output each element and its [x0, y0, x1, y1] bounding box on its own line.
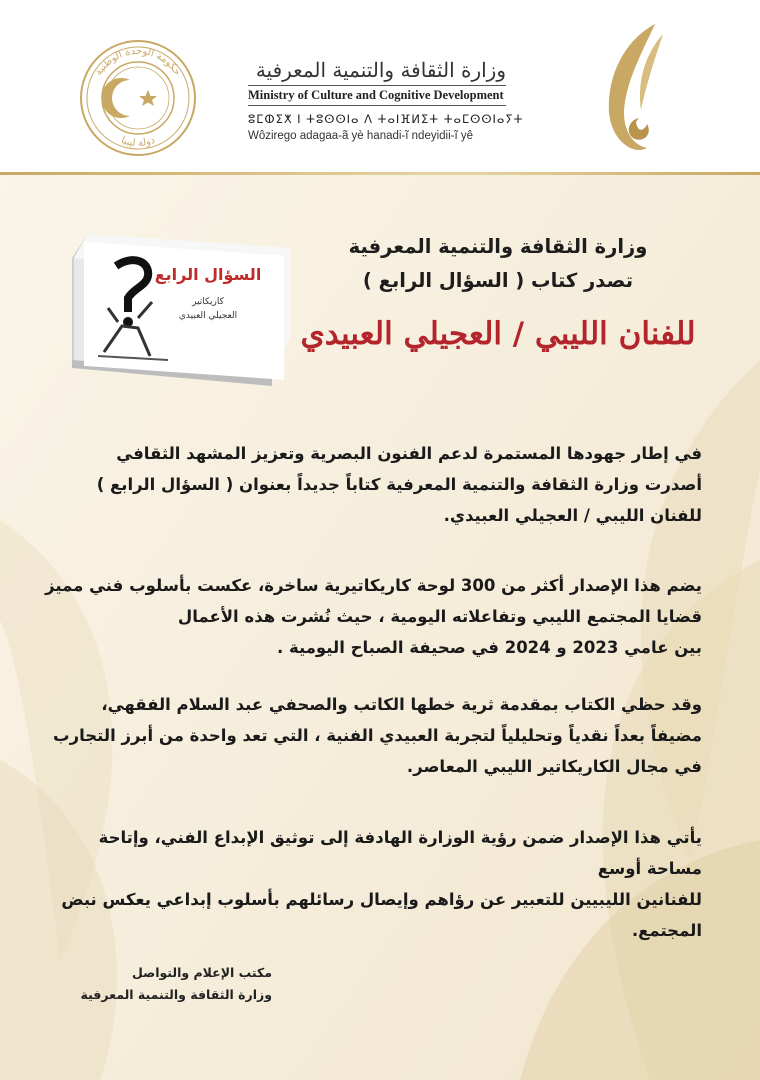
seal-text-bottom: دولة ليبيا	[119, 134, 157, 150]
paragraph-3	[40, 689, 702, 782]
ministry-name-zaghawa: Wôzirego adagaa-ã yè hanadi-ĩ ndeyidii-ĩ yê	[248, 130, 474, 142]
seal-text-top: حكومة الوحدة الوطنية	[93, 45, 183, 78]
ministry-name-arabic: وزارة الثقافة والتنمية المعرفية	[255, 58, 506, 82]
announcement-titles	[288, 230, 708, 352]
ministry-block	[248, 58, 524, 142]
header-divider	[0, 172, 760, 175]
paragraph-line: وقد حظي الكتاب بمقدمة ثرية خطها الكاتب والصحفي عبد السلام الفقهي،	[101, 695, 702, 714]
title-line-book: تصدر كتاب ( السؤال الرابع )	[362, 269, 634, 292]
paragraph-line: في مجال الكاريكاتير الليبي المعاصر.	[406, 757, 702, 776]
signature-office: مكتب الإعلام والتواصل	[131, 965, 272, 980]
feather-icon	[585, 20, 675, 160]
paragraph-line: يأتي هذا الإصدار ضمن رؤية الوزارة الهادفة إلى توثيق الإبداع الفني، وإتاحة مساحة أوسع	[98, 828, 702, 878]
paragraph-1	[40, 438, 702, 531]
paragraph-2	[40, 570, 702, 663]
paragraph-line: بين عامي 2023 و 2024 في صحيفة الصباح اليومية .	[276, 638, 702, 657]
title-line-ministry: وزارة الثقافة والتنمية المعرفية	[348, 235, 648, 258]
paragraph-line: قضايا المجتمع الليبي وتفاعلاته اليومية ، حيث نُشرت هذه الأعمال	[177, 607, 702, 626]
paragraph-line: للفنان الليبي / العجيلي العبيدي.	[443, 506, 702, 525]
paragraph-line: للفنانين الليبيين للتعبير عن رؤاهم وإيصال رسائلهم بأسلوب إبداعي يعكس نبض المجتمع.	[61, 890, 702, 940]
national-seal-logo	[78, 38, 198, 158]
paragraph-line: أصدرت وزارة الثقافة والتنمية المعرفية كتاباً جديداً بعنوان ( السؤال الرابع )	[96, 475, 702, 494]
book-cover-image	[58, 228, 298, 398]
paragraph-line: في إطار جهودها المستمرة لدعم الفنون البصرية وتعزيز المشهد الثقافي	[116, 444, 702, 463]
paragraph-line: مضيفاً بعداً نقدياً وتحليلياً لتجربة العبيدي الفنية ، التي تعد واحدة من أبرز التجارب	[52, 726, 702, 745]
signature-block	[80, 962, 272, 1006]
paragraph-4	[40, 822, 702, 946]
header	[0, 0, 760, 175]
cover-subtitle: كاريكاتير	[192, 297, 224, 307]
ministry-name-tifinagh: ⵓⵎⵀⵉⵅ ⵏ ⵜⵓⵙⵙⵏⴰ ⴷ ⵜⴰⵏⴼⵍⵉⵜ ⵜⴰⵎⵙⵙⵏⴰⵢⵜ	[248, 112, 524, 126]
cover-author: العجيلي العبيدي	[178, 311, 238, 321]
ministry-name-english: Ministry of Culture and Cognitive Development	[248, 85, 506, 106]
cover-title: السؤال الرابع	[154, 265, 262, 284]
paragraph-line: يضم هذا الإصدار أكثر من 300 لوحة كاريكاتيرية ساخرة، عكست بأسلوب فني مميز	[45, 576, 702, 595]
title-line-artist: للفنان الليبي / العجيلي العبيدي	[300, 316, 696, 352]
signature-ministry: وزارة الثقافة والتنمية المعرفية	[80, 987, 272, 1002]
